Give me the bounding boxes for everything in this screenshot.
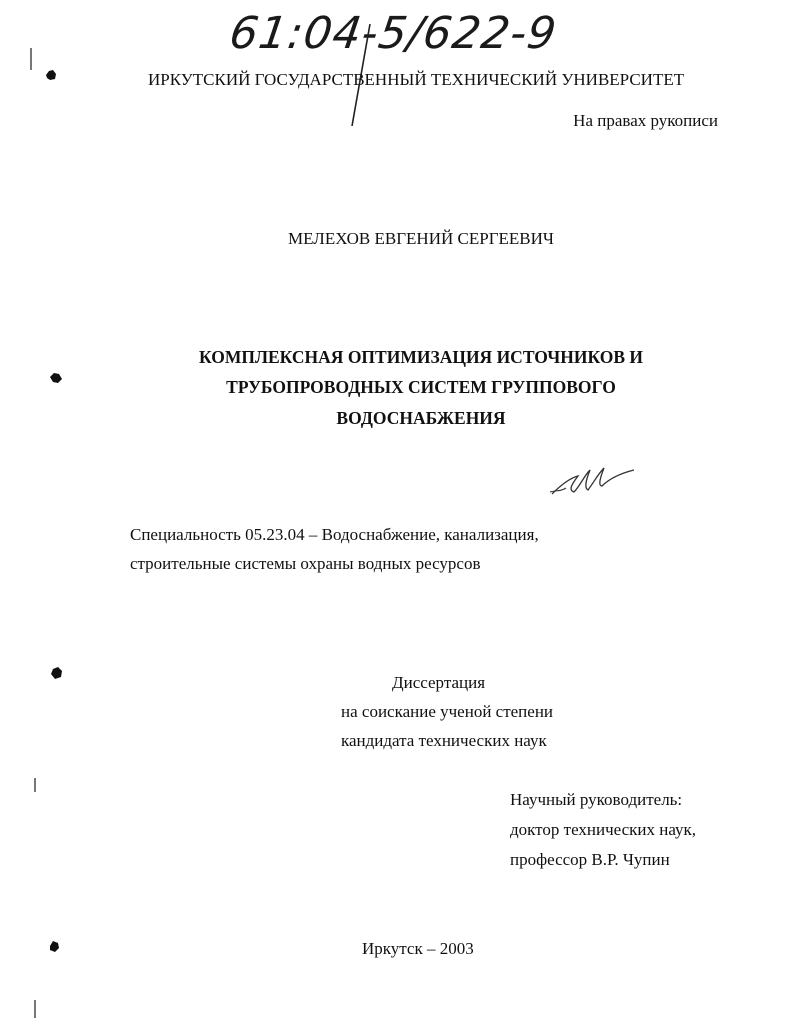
scan-edge-mark bbox=[34, 1000, 36, 1018]
title-line-3: ВОДОСНАБЖЕНИЯ bbox=[336, 408, 506, 428]
title-line-2: ТРУБОПРОВОДНЫХ СИСТЕМ ГРУППОВОГО bbox=[226, 377, 616, 397]
punch-hole-icon bbox=[44, 68, 58, 82]
scan-edge-mark bbox=[34, 778, 36, 792]
punch-hole-icon bbox=[49, 371, 63, 385]
specialty-line-1: Специальность 05.23.04 – Водоснабжение, канализация, bbox=[130, 525, 539, 544]
title-line-1: КОМПЛЕКСНАЯ ОПТИМИЗАЦИЯ ИСТОЧНИКОВ И bbox=[198, 347, 644, 367]
supervisor-degree: доктор технических наук, bbox=[510, 820, 697, 839]
university-name: ИРКУТСКИЙ ГОСУДАРСТВЕННЫЙ ТЕХНИЧЕСКИЙ УНИВЕРСИТЕТ bbox=[148, 70, 685, 89]
dissertation-field-line: кандидата технических наук bbox=[341, 731, 547, 750]
signature bbox=[548, 462, 638, 502]
dissertation-degree-line: на соискание ученой степени bbox=[341, 702, 554, 721]
supervisor-name: профессор В.Р. Чупин bbox=[510, 850, 670, 869]
dissertation-label: Диссертация bbox=[392, 673, 486, 692]
punch-hole-icon bbox=[49, 666, 63, 680]
place-year: Иркутск – 2003 bbox=[362, 939, 474, 958]
scan-edge-mark bbox=[30, 48, 32, 70]
supervisor-label: Научный руководитель: bbox=[510, 790, 683, 809]
punch-hole-icon bbox=[47, 939, 61, 953]
specialty-line-2: строительные системы охраны водных ресурсов bbox=[130, 554, 481, 573]
manuscript-rights: На правах рукописи bbox=[573, 111, 718, 130]
archive-number: 61:04-5/622-9 bbox=[226, 8, 561, 59]
author-name: МЕЛЕХОВ ЕВГЕНИЙ СЕРГЕЕВИЧ bbox=[288, 229, 554, 248]
